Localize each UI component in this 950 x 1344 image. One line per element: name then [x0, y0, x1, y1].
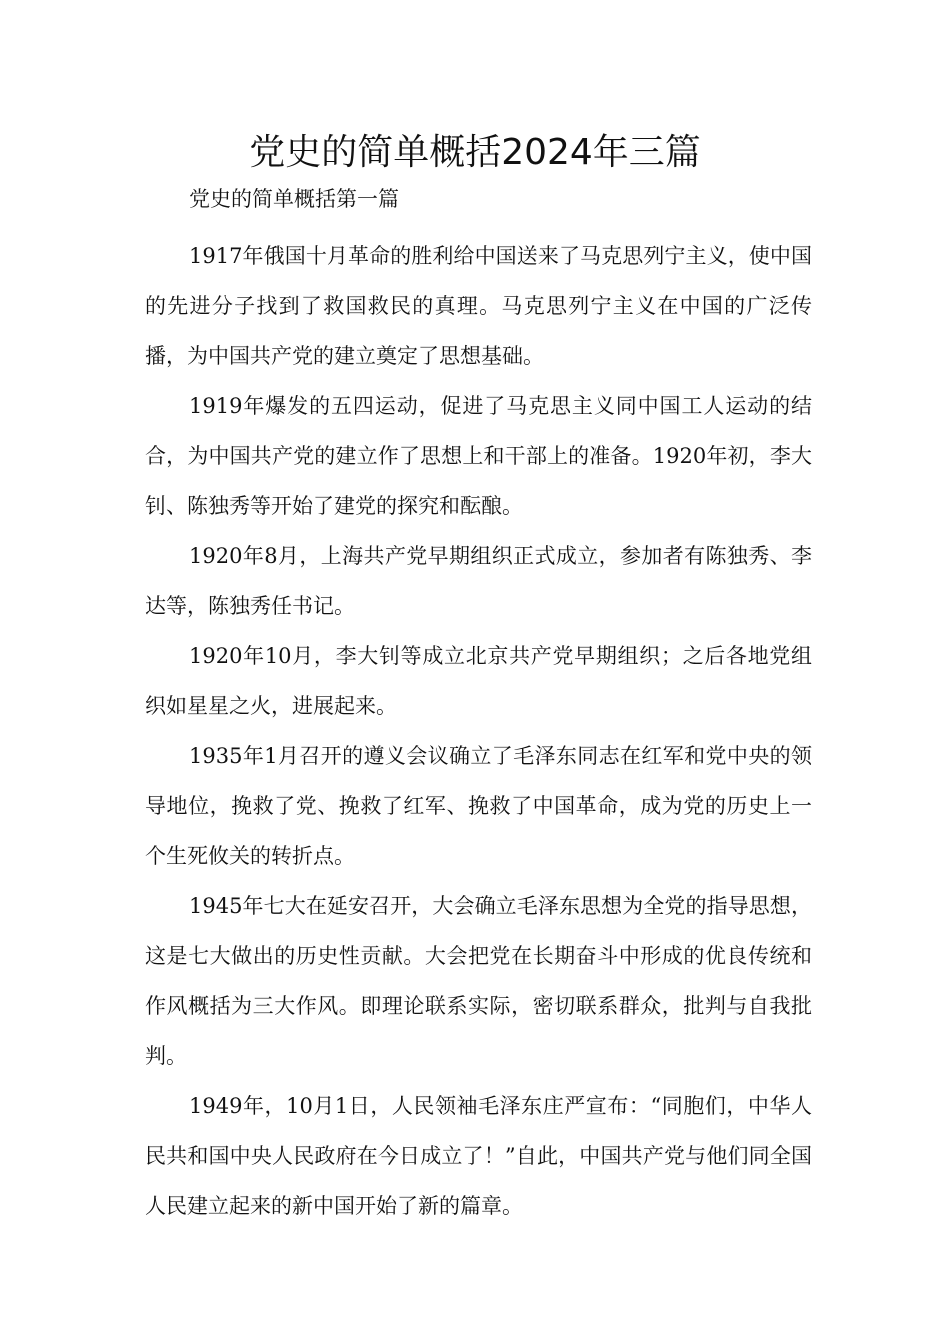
paragraph: 1935年1月召开的遵义会议确立了毛泽东同志在红军和党中央的领导地位，挽救了党、挽救了红军、挽救了中国革命，成为党的历史上一个生死攸关的转折点。 — [145, 744, 812, 868]
document-body — [145, 231, 812, 1231]
paragraph: 1945年七大在延安召开，大会确立毛泽东思想为全党的指导思想，这是七大做出的历史性贡献。大会把党在长期奋斗中形成的优良传统和作风概括为三大作风。即理论联系实际，密切联系群众，批判与自我批判。 — [145, 894, 812, 1068]
section-heading: 党史的简单概括第一篇 — [189, 187, 399, 211]
document-title: 党史的简单概括2024年三篇 — [249, 132, 701, 173]
paragraph: 1917年俄国十月革命的胜利给中国送来了马克思列宁主义，使中国的先进分子找到了救国救民的真理。马克思列宁主义在中国的广泛传播，为中国共产党的建立奠定了思想基础。 — [145, 244, 812, 368]
paragraph: 1919年爆发的五四运动，促进了马克思主义同中国工人运动的结合，为中国共产党的建立作了思想上和干部上的准备。1920年初，李大钊、陈独秀等开始了建党的探究和酝酿。 — [145, 394, 812, 518]
paragraph: 1920年8月，上海共产党早期组织正式成立，参加者有陈独秀、李达等，陈独秀任书记。 — [145, 544, 812, 618]
paragraph: 1920年10月，李大钊等成立北京共产党早期组织；之后各地党组织如星星之火，进展起来。 — [145, 644, 812, 718]
paragraph: 1949年，10月1日，人民领袖毛泽东庄严宣布：“同胞们，中华人民共和国中央人民政府在今日成立了！”自此，中国共产党与他们同全国人民建立起来的新中国开始了新的篇章。 — [145, 1094, 812, 1218]
